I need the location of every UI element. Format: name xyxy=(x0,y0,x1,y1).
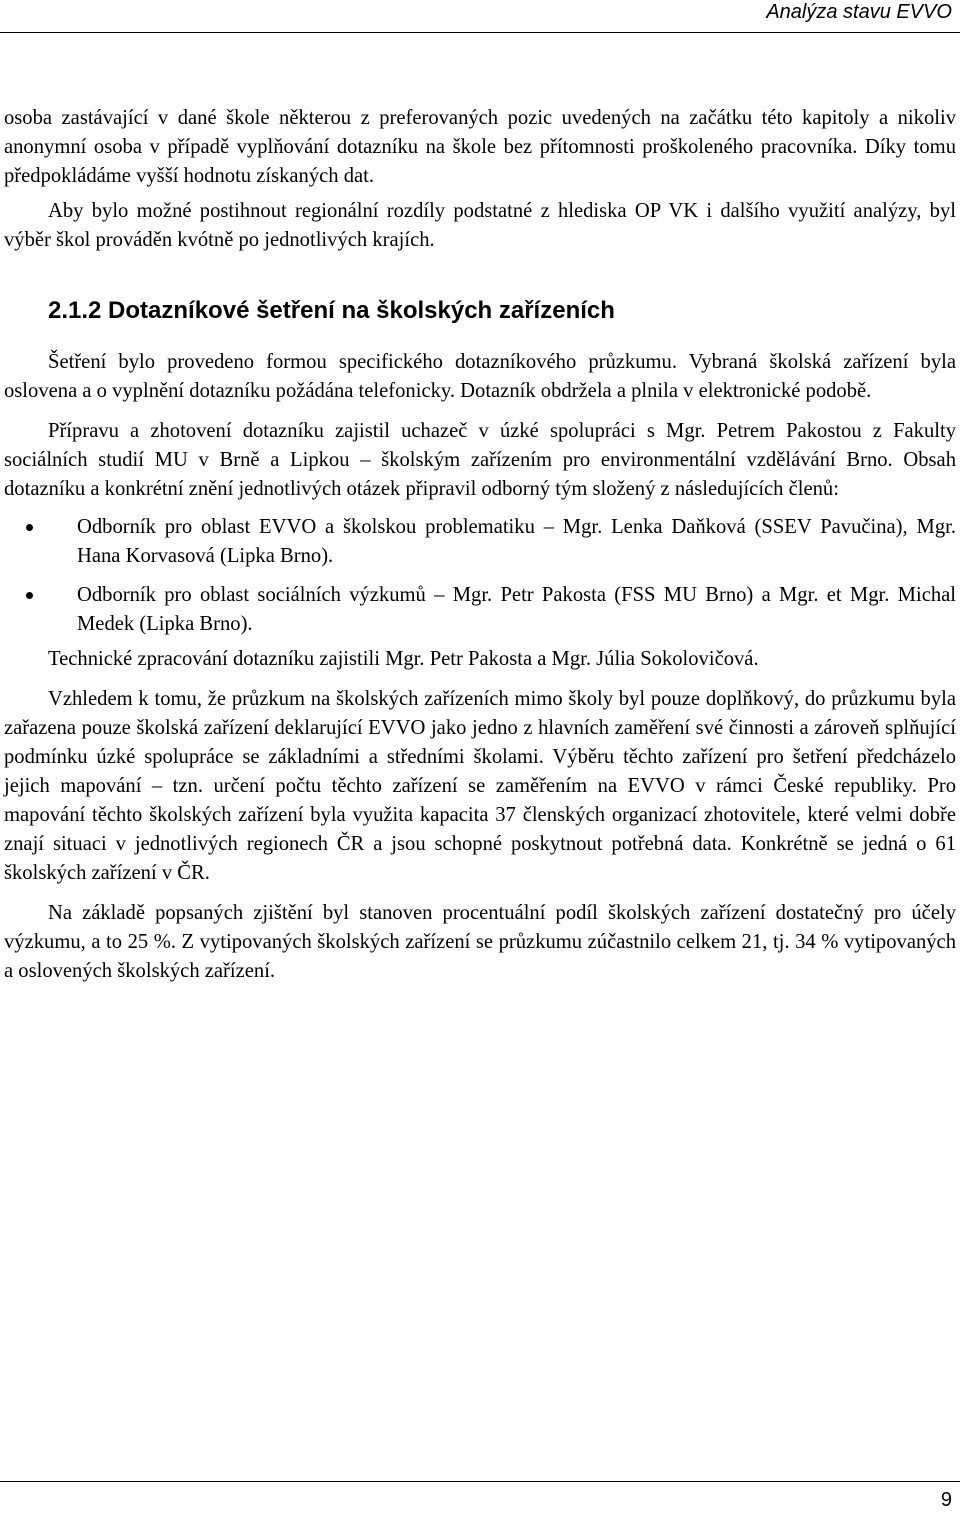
running-header: Analýza stavu EVVO xyxy=(766,1,952,23)
paragraph-regional-sampling: Aby bylo možné postihnout regionální rozdíly podstatné z hlediska OP VK i dalšího využití analýzy, byl výběr škol prováděn kvótně po jednotlivých krajích. xyxy=(4,200,956,251)
paragraph-technical-processing: Technické zpracování dotazníku zajistili Mgr. Petr Pakosta a Mgr. Júlia Sokolovičová. xyxy=(48,648,759,670)
paragraph-continuation: osoba zastávající v dané škole některou z preferovaných pozic uvedených na začátku této kapitoly a nikoliv anonymní osoba v případě vyplňování dotazníku na škole bez přítomnosti proškoleného pracovníka. Díky tomu předpokládáme vyšší hodnotu získaných dat. xyxy=(4,107,956,187)
bullet-icon xyxy=(26,524,33,531)
paragraph-survey-method: Šetření bylo provedeno formou specifického dotazníkového průzkumu. Vybraná školská zařízení byla oslovena a o vyplnění dotazníku požádána telefonicky. Dotazník obdržela a plnila v elektronické podobě. xyxy=(4,351,956,402)
expert-team-list xyxy=(4,513,956,639)
page-body xyxy=(4,104,956,986)
bullet-icon xyxy=(26,592,33,599)
list-item xyxy=(4,513,956,571)
list-item-text: Odborník pro oblast sociálních výzkumů – Mgr. Petr Pakosta (FSS MU Brno) a Mgr. et Mgr. Michal Medek (Lipka Brno). xyxy=(77,584,956,635)
paragraph-facility-selection: Vzhledem k tomu, že průzkum na školských zařízeních mimo školy byl pouze doplňkový, do průzkumu byla zařazena pouze školská zařízení deklarující EVVO jako jedno z hlavních zaměření své činnosti a zároveň splňující podmínku úzké spolupráce se základními a středními školami. Výběru těchto zařízení pro šetření předcházelo jejich mapování – tzn. určení počtu těchto zařízení se zaměřením na EVVO v rámci České republiky. Pro mapování těchto školských zařízení byla využita kapacita 37 členských organizací zhotovitele, které velmi dobře znají situaci v jednotlivých regionech ČR a jsou schopné poskytnout potřebná data. Konkrétně se jedná o 61 školských zařízení v ČR. xyxy=(4,688,956,884)
footer-divider xyxy=(0,1481,960,1482)
header-divider xyxy=(0,32,960,33)
paragraph-response-rate: Na základě popsaných zjištění byl stanoven procentuální podíl školských zařízení dostatečný pro účely výzkumu, a to 25 %. Z vytipovaných školských zařízení se průzkumu zúčastnilo celkem 21, tj. 34 % vytipovaných a oslovených školských zařízení. xyxy=(4,902,956,982)
section-heading: 2.1.2 Dotazníkové šetření na školských zařízeních xyxy=(48,297,615,324)
list-item xyxy=(4,581,956,639)
page-number: 9 xyxy=(940,1489,952,1511)
paragraph-questionnaire-preparation: Přípravu a zhotovení dotazníku zajistil uchazeč v úzké spolupráci s Mgr. Petrem Pakostou z Fakulty sociálních studií MU v Brně a Lipkou – školským zařízením pro environmentální vzdělávání Brno. Obsah dotazníku a konkrétní znění jednotlivých otázek připravil odborný tým složený z následujících členů: xyxy=(4,420,956,500)
list-item-text: Odborník pro oblast EVVO a školskou problematiku – Mgr. Lenka Daňková (SSEV Pavučina), Mgr. Hana Korvasová (Lipka Brno). xyxy=(77,516,956,567)
